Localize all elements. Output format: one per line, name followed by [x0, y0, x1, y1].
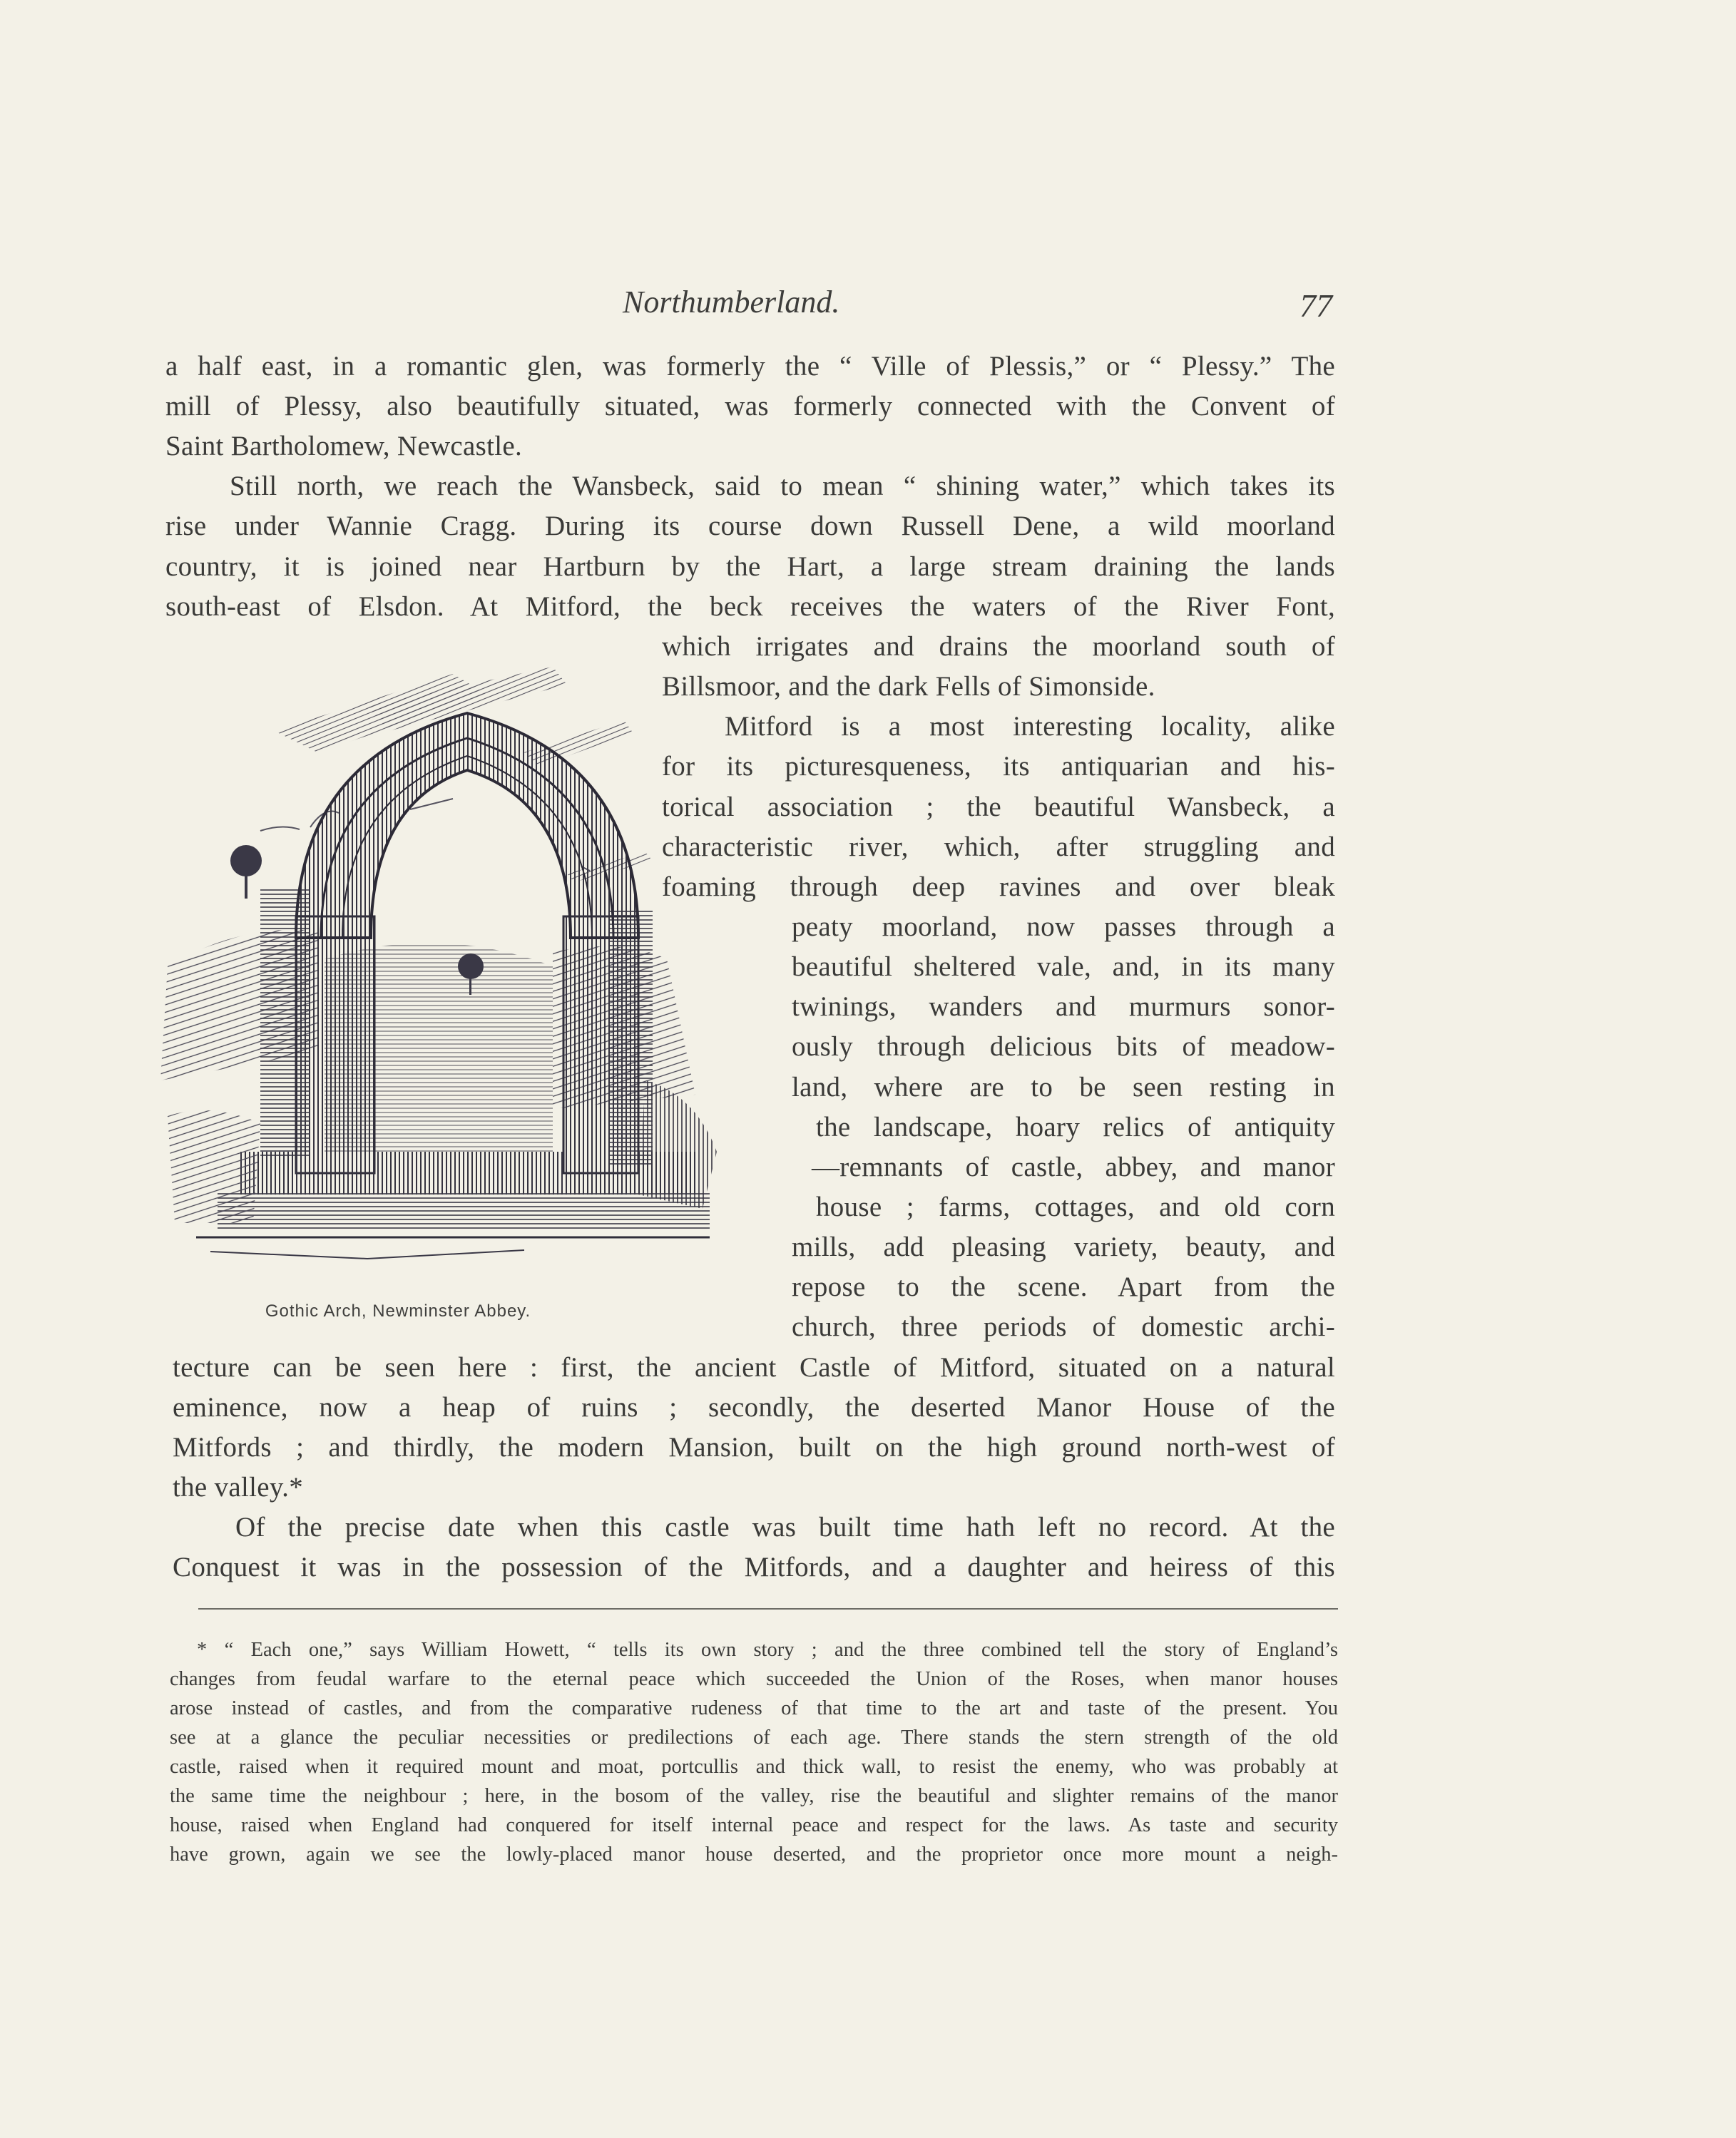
body-line: house ; farms, cottages, and old corn — [816, 1192, 1335, 1222]
body-line: Mitfords ; and thirdly, the modern Mansion, built on the high ground north-west of — [173, 1432, 1335, 1463]
figure-caption: Gothic Arch, Newminster Abbey. — [265, 1301, 531, 1321]
running-title: Northumberland. — [623, 285, 840, 319]
body-line: torical association ; the beautiful Wansbeck, a — [662, 792, 1335, 822]
arch-right-pier — [563, 909, 653, 1173]
arch-base-steps — [196, 1152, 710, 1259]
footnote-line: changes from feudal warfare to the eternal peace which succeeded the Union of the Roses, when manor houses — [170, 1668, 1338, 1690]
body-line: eminence, now a heap of ruins ; secondly, the deserted Manor House of the — [173, 1392, 1335, 1423]
gothic-arch-engraving — [153, 653, 792, 1301]
body-line: —remnants of castle, abbey, and manor — [812, 1152, 1335, 1182]
body-line: land, where are to be seen resting in — [792, 1072, 1335, 1103]
footnote-line: * “ Each one,” says William Howett, “ tells its own story ; and the three combined tell the story of England’s — [197, 1639, 1338, 1661]
footnote-rule — [198, 1608, 1338, 1610]
body-line: beautiful sheltered vale, and, in its many — [792, 951, 1335, 982]
body-line: for its picturesqueness, its antiquarian and his- — [662, 751, 1335, 782]
footnote-line: have grown, again we see the lowly-placed manor house deserted, and the proprietor once more mount a neigh- — [170, 1843, 1338, 1866]
body-line: repose to the scene. Apart from the — [792, 1272, 1335, 1302]
body-line: the landscape, hoary relics of antiquity — [816, 1112, 1335, 1142]
page-number: 77 — [1300, 287, 1332, 324]
footnote-line: house, raised when England had conquered for itself internal peace and respect for the laws. As taste and security — [170, 1814, 1338, 1836]
body-line: Conquest it was in the possession of the Mitfords, and a daughter and heiress of this — [173, 1552, 1335, 1582]
footnote-line: arose instead of castles, and from the comparative rudeness of that time to the art and taste of the present. You — [170, 1697, 1338, 1719]
footnote-line: the same time the neighbour ; here, in the bosom of the valley, rise the beautiful and slighter remains of the manor — [170, 1785, 1338, 1807]
body-line: twinings, wanders and murmurs sonor- — [792, 991, 1335, 1022]
body-line: characteristic river, which, after struggling and — [662, 832, 1335, 862]
body-line: Still north, we reach the Wansbeck, said to mean “ shining water,” which takes its — [230, 471, 1335, 501]
body-line: tecture can be seen here : first, the ancient Castle of Mitford, situated on a natural — [173, 1352, 1335, 1383]
body-line: country, it is joined near Hartburn by the Hart, a large stream draining the lands — [165, 551, 1335, 582]
body-line: south-east of Elsdon. At Mitford, the beck receives the waters of the River Font, — [165, 591, 1335, 622]
body-line: ously through delicious bits of meadow- — [792, 1031, 1335, 1062]
body-line: a half east, in a romantic glen, was formerly the “ Ville of Plessis,” or “ Plessy.” The — [165, 351, 1335, 382]
running-head — [170, 284, 1332, 327]
body-line: peaty moorland, now passes through a — [792, 911, 1335, 942]
body-line: rise under Wannie Cragg. During its course down Russell Dene, a wild moorland — [165, 511, 1335, 541]
body-line: Saint Bartholomew, Newcastle. — [165, 431, 523, 461]
footnote-line: castle, raised when it required mount and moat, portcullis and thick wall, to resist the enemy, who was probably at — [170, 1756, 1338, 1778]
body-line: foaming through deep ravines and over bleak — [662, 871, 1335, 902]
body-line: which irrigates and drains the moorland south of — [662, 631, 1335, 662]
body-line: the valley.* — [173, 1472, 304, 1503]
footnote-line: see at a glance the peculiar necessities or predilections of each age. There stands the stern strength of the old — [170, 1727, 1338, 1749]
body-line: Mitford is a most interesting locality, alike — [725, 711, 1335, 742]
body-line: church, three periods of domestic archi- — [792, 1311, 1335, 1342]
arch-illustration-svg — [153, 653, 792, 1294]
body-line: mills, add pleasing variety, beauty, and — [792, 1232, 1335, 1262]
body-line: Of the precise date when this castle was built time hath left no record. At the — [235, 1512, 1335, 1543]
body-line: Billsmoor, and the dark Fells of Simonside. — [662, 671, 1155, 702]
body-line: mill of Plessy, also beautifully situated, was formerly connected with the Convent of — [165, 391, 1335, 421]
